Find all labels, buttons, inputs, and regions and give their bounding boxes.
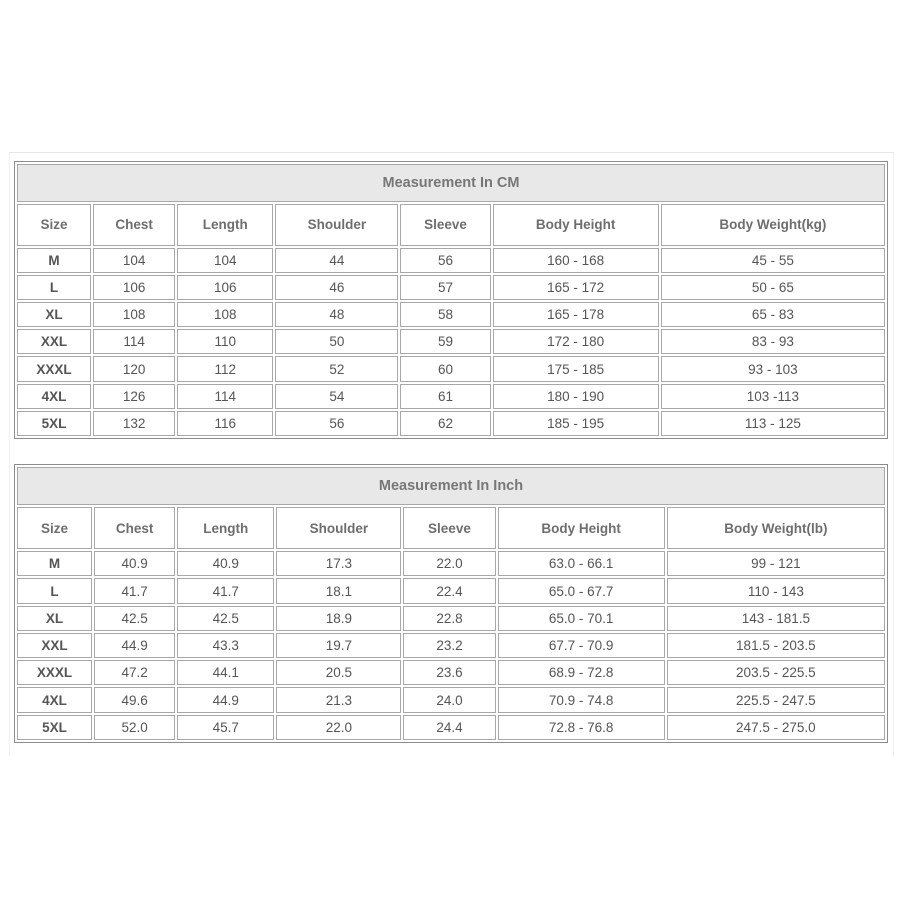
- cell-size: M: [17, 248, 91, 273]
- table-row: [17, 551, 885, 576]
- cell-shoulder: 18.1: [276, 578, 401, 603]
- cell-shoulder: 56: [275, 411, 398, 436]
- column-header-chest: Chest: [94, 507, 175, 549]
- cell-body-height: 65.0 - 70.1: [498, 606, 665, 631]
- cell-sleeve: 58: [400, 302, 490, 327]
- cell-body-height: 72.8 - 76.8: [498, 715, 665, 740]
- cell-length: 42.5: [177, 606, 274, 631]
- cell-shoulder: 54: [275, 384, 398, 409]
- inch-table: [15, 465, 887, 742]
- table-row: [17, 606, 885, 631]
- inch-table-title: Measurement In Inch: [17, 467, 885, 505]
- cm-table-title: Measurement In CM: [17, 164, 885, 202]
- cell-body-weight: 50 - 65: [661, 275, 885, 300]
- column-header-size: Size: [17, 507, 92, 549]
- cell-length: 41.7: [177, 578, 274, 603]
- cell-body-height: 172 - 180: [493, 329, 659, 354]
- cell-sleeve: 22.4: [403, 578, 495, 603]
- cell-sleeve: 62: [400, 411, 490, 436]
- cell-chest: 52.0: [94, 715, 175, 740]
- cell-sleeve: 60: [400, 356, 490, 381]
- column-header-body-weight: Body Weight(lb): [667, 507, 885, 549]
- cell-sleeve: 61: [400, 384, 490, 409]
- table-row: [17, 687, 885, 712]
- cell-body-height: 65.0 - 67.7: [498, 578, 665, 603]
- column-header-body-height: Body Height: [493, 204, 659, 246]
- cell-body-height: 175 - 185: [493, 356, 659, 381]
- cell-shoulder: 19.7: [276, 633, 401, 658]
- cell-size: XL: [17, 606, 92, 631]
- table-row: [17, 356, 885, 381]
- inch-header-row: [17, 507, 885, 549]
- cell-body-weight: 110 - 143: [667, 578, 885, 603]
- table-row: [17, 384, 885, 409]
- column-header-shoulder: Shoulder: [275, 204, 398, 246]
- cell-length: 108: [177, 302, 273, 327]
- cell-body-weight: 225.5 - 247.5: [667, 687, 885, 712]
- cell-body-height: 67.7 - 70.9: [498, 633, 665, 658]
- cm-header-row: [17, 204, 885, 246]
- cell-body-weight: 103 -113: [661, 384, 885, 409]
- cell-length: 40.9: [177, 551, 274, 576]
- column-header-body-height: Body Height: [498, 507, 665, 549]
- cell-body-weight: 247.5 - 275.0: [667, 715, 885, 740]
- cell-length: 112: [177, 356, 273, 381]
- cell-size: 5XL: [17, 411, 91, 436]
- cell-length: 106: [177, 275, 273, 300]
- cell-size: 4XL: [17, 384, 91, 409]
- cell-chest: 41.7: [94, 578, 175, 603]
- cell-shoulder: 17.3: [276, 551, 401, 576]
- cell-size: L: [17, 275, 91, 300]
- cell-body-height: 68.9 - 72.8: [498, 660, 665, 685]
- cm-size-table: [14, 161, 888, 439]
- column-header-shoulder: Shoulder: [276, 507, 401, 549]
- cell-shoulder: 52: [275, 356, 398, 381]
- column-header-length: Length: [177, 204, 273, 246]
- cell-body-height: 70.9 - 74.8: [498, 687, 665, 712]
- column-header-length: Length: [177, 507, 274, 549]
- cell-body-height: 165 - 178: [493, 302, 659, 327]
- cell-length: 44.1: [177, 660, 274, 685]
- column-header-sleeve: Sleeve: [400, 204, 490, 246]
- cm-table: [15, 162, 887, 438]
- cell-sleeve: 24.0: [403, 687, 495, 712]
- inch-size-table: [14, 464, 888, 743]
- cell-sleeve: 57: [400, 275, 490, 300]
- cell-size: L: [17, 578, 92, 603]
- inch-table-body: [17, 551, 885, 740]
- table-row: [17, 660, 885, 685]
- cell-body-weight: 113 - 125: [661, 411, 885, 436]
- cell-chest: 106: [93, 275, 175, 300]
- cell-chest: 120: [93, 356, 175, 381]
- cell-body-height: 63.0 - 66.1: [498, 551, 665, 576]
- cell-size: XXXL: [17, 356, 91, 381]
- cell-size: XXXL: [17, 660, 92, 685]
- table-row: [17, 411, 885, 436]
- cm-table-body: [17, 248, 885, 436]
- cell-chest: 114: [93, 329, 175, 354]
- cell-sleeve: 22.0: [403, 551, 495, 576]
- cell-body-height: 160 - 168: [493, 248, 659, 273]
- cell-chest: 40.9: [94, 551, 175, 576]
- cell-chest: 47.2: [94, 660, 175, 685]
- cell-body-weight: 181.5 - 203.5: [667, 633, 885, 658]
- cell-sleeve: 59: [400, 329, 490, 354]
- cell-chest: 42.5: [94, 606, 175, 631]
- column-header-chest: Chest: [93, 204, 175, 246]
- cell-body-weight: 65 - 83: [661, 302, 885, 327]
- cell-size: XL: [17, 302, 91, 327]
- cell-chest: 104: [93, 248, 175, 273]
- table-row: [17, 633, 885, 658]
- column-header-body-weight: Body Weight(kg): [661, 204, 885, 246]
- cell-shoulder: 22.0: [276, 715, 401, 740]
- cell-shoulder: 46: [275, 275, 398, 300]
- cell-chest: 44.9: [94, 633, 175, 658]
- cell-length: 110: [177, 329, 273, 354]
- table-row: [17, 578, 885, 603]
- cell-body-weight: 83 - 93: [661, 329, 885, 354]
- table-row: [17, 302, 885, 327]
- cell-shoulder: 44: [275, 248, 398, 273]
- cell-body-weight: 203.5 - 225.5: [667, 660, 885, 685]
- cell-size: 4XL: [17, 687, 92, 712]
- table-row: [17, 715, 885, 740]
- cell-shoulder: 18.9: [276, 606, 401, 631]
- cell-sleeve: 23.2: [403, 633, 495, 658]
- cell-length: 114: [177, 384, 273, 409]
- cell-size: M: [17, 551, 92, 576]
- cell-length: 116: [177, 411, 273, 436]
- cell-sleeve: 23.6: [403, 660, 495, 685]
- cell-sleeve: 22.8: [403, 606, 495, 631]
- cell-body-height: 180 - 190: [493, 384, 659, 409]
- cell-body-height: 165 - 172: [493, 275, 659, 300]
- cell-chest: 108: [93, 302, 175, 327]
- cell-length: 43.3: [177, 633, 274, 658]
- cell-size: 5XL: [17, 715, 92, 740]
- table-row: [17, 275, 885, 300]
- cell-length: 104: [177, 248, 273, 273]
- cell-chest: 49.6: [94, 687, 175, 712]
- cell-sleeve: 24.4: [403, 715, 495, 740]
- cell-body-weight: 143 - 181.5: [667, 606, 885, 631]
- column-header-sleeve: Sleeve: [403, 507, 495, 549]
- column-header-size: Size: [17, 204, 91, 246]
- cell-shoulder: 20.5: [276, 660, 401, 685]
- cell-shoulder: 50: [275, 329, 398, 354]
- cell-shoulder: 48: [275, 302, 398, 327]
- cell-body-height: 185 - 195: [493, 411, 659, 436]
- cell-length: 44.9: [177, 687, 274, 712]
- cell-length: 45.7: [177, 715, 274, 740]
- cell-body-weight: 45 - 55: [661, 248, 885, 273]
- cell-chest: 132: [93, 411, 175, 436]
- cell-shoulder: 21.3: [276, 687, 401, 712]
- table-row: [17, 248, 885, 273]
- cell-sleeve: 56: [400, 248, 490, 273]
- cell-size: XXL: [17, 329, 91, 354]
- cell-body-weight: 93 - 103: [661, 356, 885, 381]
- cell-body-weight: 99 - 121: [667, 551, 885, 576]
- cell-size: XXL: [17, 633, 92, 658]
- cell-chest: 126: [93, 384, 175, 409]
- table-row: [17, 329, 885, 354]
